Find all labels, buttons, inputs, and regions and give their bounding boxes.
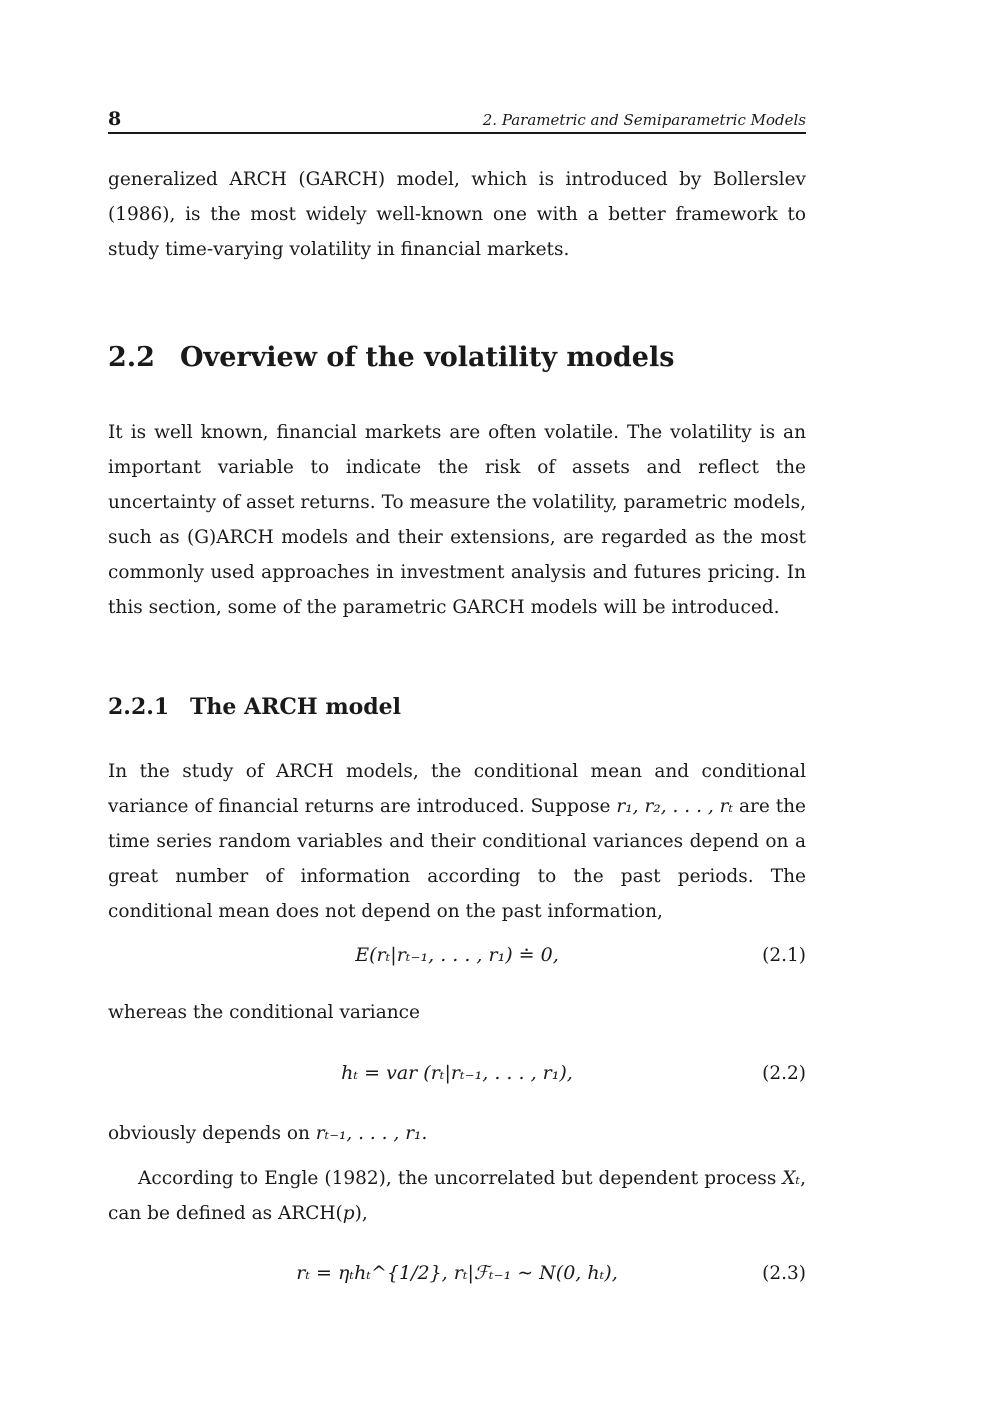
arch-paragraph bbox=[108, 754, 806, 929]
page-number: 8 bbox=[108, 108, 122, 130]
engle-text-2: , can be defined as ARCH( bbox=[108, 1168, 806, 1224]
engle-paragraph bbox=[108, 1161, 806, 1231]
subsection-heading bbox=[108, 694, 401, 720]
math-inline-process: Xₜ bbox=[782, 1168, 801, 1189]
equation-2-1-number: (2.1) bbox=[762, 945, 806, 966]
equation-2-3-body: rₜ = ηₜhₜ^{1/2}, rₜ|ℱₜ₋₁ ∼ N(0, hₜ), bbox=[296, 1262, 618, 1284]
arch-paragraph-text-2: are the time series random variables and their conditional variances depend on a great number of information according to the past periods. The conditional mean does not depend on the past information, bbox=[108, 796, 807, 922]
math-inline-lagged: rₜ₋₁, . . . , r₁ bbox=[315, 1123, 422, 1144]
running-head: 2. Parametric and Semiparametric Models bbox=[482, 111, 806, 129]
depends-paragraph bbox=[108, 1116, 806, 1151]
equation-2-3-number: (2.3) bbox=[762, 1263, 806, 1284]
equation-2-2-body: hₜ = var (rₜ|rₜ₋₁, . . . , r₁), bbox=[341, 1062, 573, 1084]
section-number: 2.2 bbox=[108, 342, 155, 373]
variance-paragraph: whereas the conditional variance bbox=[108, 1002, 420, 1023]
engle-text-3: ), bbox=[354, 1203, 368, 1224]
section-paragraph: It is well known, financial markets are often volatile. The volatility is an important variable to indicate the risk of assets and reflect the uncertainty of asset returns. To measure the volatility, parametric models, such as (G)ARCH models and their extensions, are regarded as the most commonly used approaches in investment analysis and futures pricing. In this section, some of the parametric GARCH models will be introduced. bbox=[108, 422, 806, 618]
subsection-number: 2.2.1 bbox=[108, 694, 170, 720]
subsection-title: The ARCH model bbox=[190, 694, 402, 720]
intro-paragraph: generalized ARCH (GARCH) model, which is introduced by Bollerslev (1986), is the most widely well-known one with a better framework to study time-varying volatility in financial markets. bbox=[108, 169, 806, 260]
equation-2-2-number: (2.2) bbox=[762, 1063, 806, 1084]
page-header bbox=[108, 108, 806, 134]
section-title: Overview of the volatility models bbox=[180, 342, 675, 373]
equation-2-1 bbox=[108, 938, 806, 973]
math-inline-returns: r₁, r₂, . . . , rₜ bbox=[616, 796, 734, 817]
depends-period: . bbox=[421, 1123, 428, 1144]
arch-paragraph-text-1: In the study of ARCH models, the conditional mean and conditional variance of financial returns are introduced. Suppose bbox=[108, 761, 806, 817]
equation-2-1-body: E(rₜ|rₜ₋₁, . . . , r₁) ≐ 0, bbox=[355, 944, 559, 966]
engle-text-1: According to Engle (1982), the uncorrelated but dependent process bbox=[138, 1168, 783, 1189]
equation-2-2 bbox=[108, 1056, 806, 1091]
depends-text: obviously depends on bbox=[108, 1123, 316, 1144]
section-heading bbox=[108, 342, 674, 373]
math-inline-p: p bbox=[342, 1203, 355, 1224]
equation-2-3 bbox=[108, 1256, 806, 1291]
